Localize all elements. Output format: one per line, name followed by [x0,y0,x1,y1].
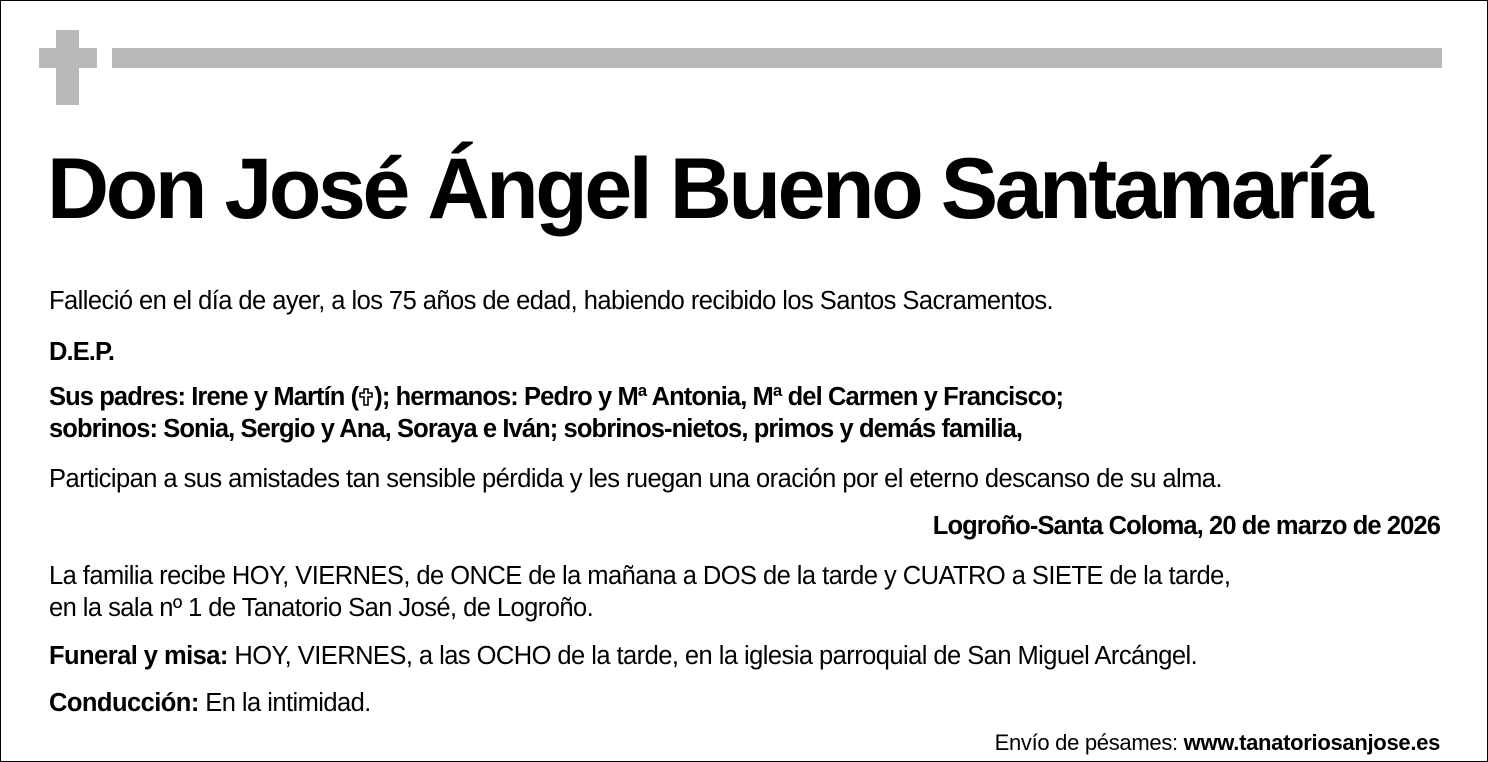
family-line-1-end: ); hermanos: Pedro y Mª Antonia, Mª del Carmen y Francisco; [374,383,1064,411]
visitation-line-1: La familia recibe HOY, VIERNES, de ONCE de la mañana a DOS de la tarde y CUATRO a SIETE de la tarde, [49,562,1231,590]
conduction-info [49,688,371,718]
cross-horizontal-beam [39,48,97,68]
death-announcement: Falleció en el día de ayer, a los 75 años de edad, habiendo recibido los Santos Sacramentos. [49,287,1054,315]
prayer-request: Participan a sus amistades tan sensible pérdida y les ruegan una oración por el eterno descanso de su alma. [49,465,1222,493]
family-line-2: sobrinos: Sonia, Sergio y Ana, Soraya e Iván; sobrinos-nietos, primos y demás familia, [49,415,1023,443]
visitation-line-2: en la sala nº 1 de Tanatorio San José, de Logroño. [49,594,594,622]
dep-abbreviation: D.E.P. [49,338,114,366]
condolences-url[interactable]: www.tanatoriosanjose.es [1183,730,1440,755]
family-line-1 [49,382,1063,412]
condolences-line [995,728,1440,758]
small-cross-icon [358,387,374,407]
conduction-text: En la intimidad. [198,689,371,717]
deceased-name: Don José Ángel Bueno Santamaría [47,141,1371,237]
condolences-label: Envío de pésames: [994,730,1184,755]
funeral-text: HOY, VIERNES, a las OCHO de la tarde, en la iglesia parroquial de San Miguel Arcángel. [227,642,1198,670]
family-line-1-start: Sus padres: Irene y Martín ( [49,383,359,411]
funeral-info [49,641,1197,671]
header-bar [112,48,1442,68]
place-and-date: Logroño-Santa Coloma, 20 de marzo de 2026 [932,512,1440,540]
funeral-label: Funeral y misa: [49,642,228,670]
conduction-label: Conducción: [49,689,199,717]
